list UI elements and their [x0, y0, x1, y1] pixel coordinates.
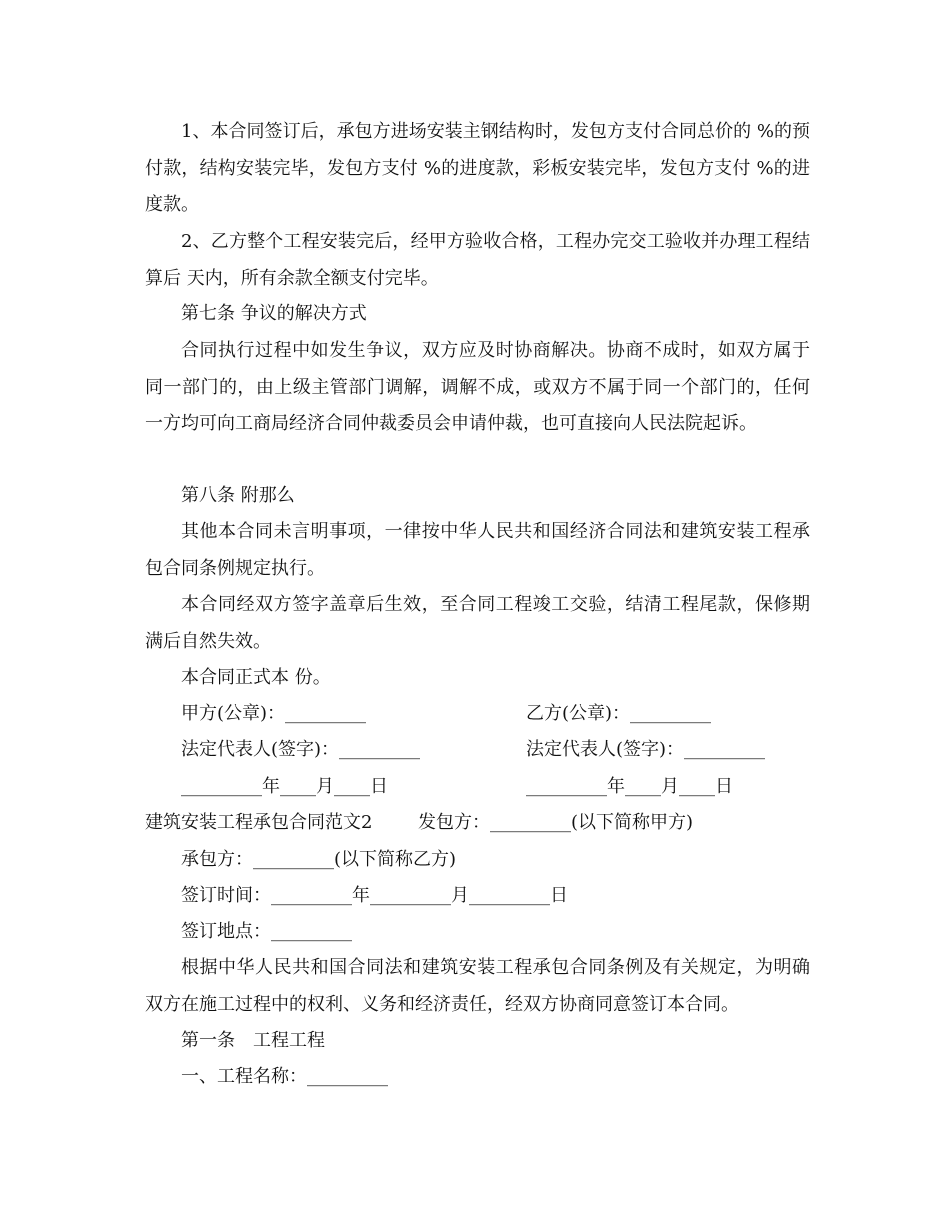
party-a-date: _________年____月____日 [181, 776, 388, 797]
employer-line: 发包方：_________(以下简称甲方) [418, 812, 694, 833]
party-b-representative: 法定代表人(签字)：_________ [526, 739, 766, 760]
project-name-line: 一、工程名称：_________ [181, 1066, 388, 1087]
article-8-body-2: 本合同经双方签字盖章后生效，至合同工程竣工交验，结清工程尾款，保修期满后自然失效。 [145, 594, 810, 652]
party-b-seal: 乙方(公章)：_________ [526, 703, 712, 724]
party-a-seal: 甲方(公章)：_________ [181, 703, 367, 724]
party-b-date: _________年____月____日 [526, 776, 733, 797]
article-7-body: 合同执行过程中如发生争议，双方应及时协商解决。协商不成时，如双方属于同一部门的，由上级主管部门调解，调解不成，或双方不属于同一个部门的，任何一方均可向工商局经济合同仲裁委员会申请仲裁，也可直接向人民法院起诉。 [145, 340, 810, 434]
payment-clause-1: 1、本合同签订后，承包方进场安装主钢结构时，发包方支付合同总价的 %的预付款，结构安装完毕，发包方支付 %的进度款，彩板安装完毕，发包方支付 %的进度款。 [145, 121, 810, 215]
payment-clause-2: 2、乙方整个工程安装完后，经甲方验收合格，工程办完交工验收并办理工程结算后 天内，所有余款全额支付完毕。 [145, 231, 810, 289]
article-8-title: 第八条 附那么 [181, 485, 295, 506]
article-1-title: 第一条 工程工程 [181, 1030, 325, 1051]
copies-line: 本合同正式本 份。 [181, 667, 331, 688]
template-2-title: 建筑安装工程承包合同范文2 [145, 812, 373, 833]
sign-place-line: 签订地点：_________ [181, 921, 352, 942]
party-a-representative: 法定代表人(签字)：_________ [181, 739, 421, 760]
preamble-paragraph: 根据中华人民共和国合同法和建筑安装工程承包合同条例及有关规定，为明确双方在施工过程中的权利、义务和经济责任，经双方协商同意签订本合同。 [145, 957, 810, 1015]
article-8-body-1: 其他本合同未言明事项，一律按中华人民共和国经济合同法和建筑安装工程承包合同条例规定执行。 [145, 521, 810, 579]
article-7-title: 第七条 争议的解决方式 [181, 303, 367, 324]
sign-time-line: 签订时间：_________年_________月_________日 [181, 885, 568, 906]
contractor-line: 承包方：_________(以下简称乙方) [181, 849, 457, 870]
